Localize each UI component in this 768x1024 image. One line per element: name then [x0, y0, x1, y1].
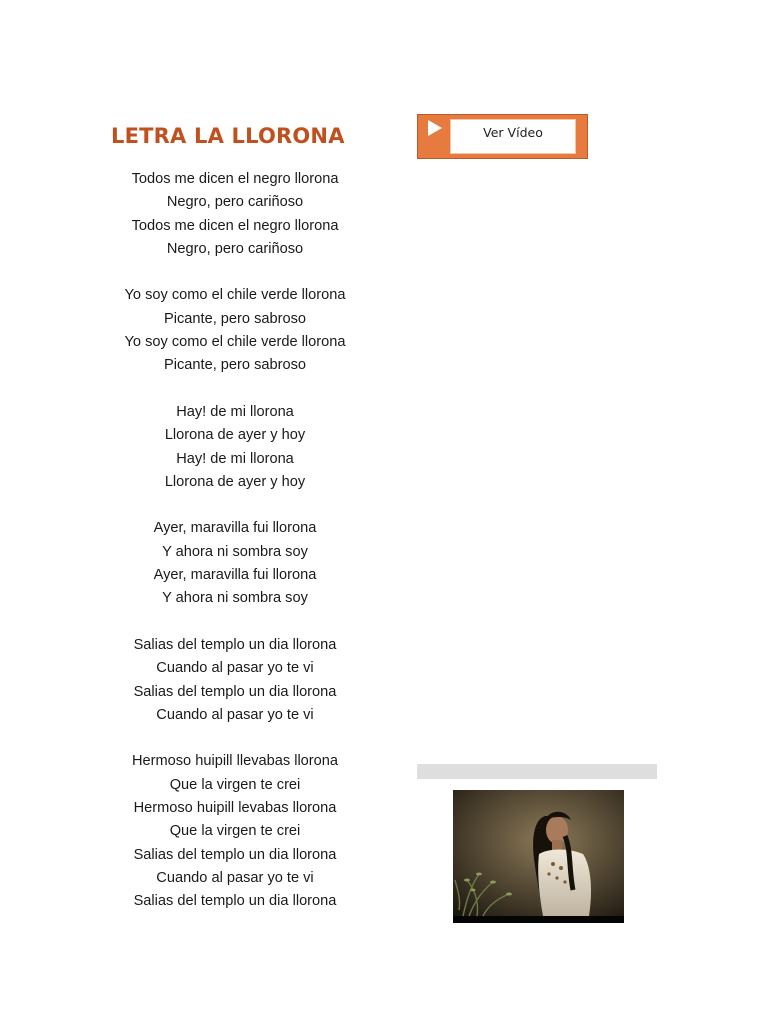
- video-thumbnail-image: [453, 790, 624, 923]
- lyric-line: Salias del templo un dia llorona: [133, 893, 337, 910]
- stanza-gap: [95, 261, 375, 284]
- lyric-line: Cuando al pasar yo te vi: [156, 706, 314, 723]
- lyric-line: Picante, pero sabroso: [164, 310, 306, 327]
- lyric-line: Negro, pero cariñoso: [166, 194, 304, 211]
- lyric-line: Hermoso huipill levabas llorona: [133, 800, 337, 817]
- lyric-line: Y ahora ni sombra soy: [162, 590, 308, 607]
- stanza-gap: [95, 611, 375, 634]
- lyric-line: Hay! de mi llorona: [176, 450, 294, 467]
- lyric-line: Cuando al pasar yo te vi: [156, 869, 314, 886]
- lyric-line: Yo soy como el chile verde llorona: [124, 334, 346, 351]
- lyric-line: Salias del templo un dia llorona: [133, 636, 337, 653]
- play-icon: [428, 120, 442, 136]
- lyrics-block: [95, 168, 375, 914]
- divider-bar: [417, 764, 657, 779]
- lyric-line: Todos me dicen el negro llorona: [131, 217, 339, 234]
- stanza-gap: [95, 494, 375, 517]
- lyric-line: Hermoso huipill llevabas llorona: [131, 753, 339, 770]
- lyric-line: Yo soy como el chile verde llorona: [124, 287, 346, 304]
- lyric-line: Y ahora ni sombra soy: [162, 543, 308, 560]
- lyric-line: Que la virgen te crei: [169, 776, 301, 793]
- lyric-line: Todos me dicen el negro llorona: [131, 171, 339, 187]
- lyric-line: Cuando al pasar yo te vi: [156, 660, 314, 677]
- lyric-line: Hay! de mi llorona: [176, 403, 294, 420]
- video-button-label: Ver Vídeo: [483, 125, 543, 140]
- ver-video-button[interactable]: [417, 114, 588, 159]
- video-button-label-box: [450, 119, 576, 154]
- lyric-line: Ayer, maravilla fui llorona: [153, 567, 317, 584]
- video-thumbnail[interactable]: [453, 790, 624, 923]
- lyric-line: Ayer, maravilla fui llorona: [153, 520, 317, 537]
- stanza-gap: [95, 378, 375, 401]
- lyric-line: Salias del templo un dia llorona: [133, 683, 337, 700]
- lyric-line: Llorona de ayer y hoy: [164, 427, 306, 444]
- page-title: LETRA LA LLORONA: [111, 124, 345, 148]
- lyric-line: Picante, pero sabroso: [164, 357, 306, 374]
- lyric-line: Llorona de ayer y hoy: [164, 473, 306, 490]
- lyric-line: Salias del templo un dia llorona: [133, 846, 337, 863]
- lyric-line: Negro, pero cariñoso: [166, 240, 304, 257]
- lyric-line: Que la virgen te crei: [169, 823, 301, 840]
- stanza-gap: [95, 727, 375, 750]
